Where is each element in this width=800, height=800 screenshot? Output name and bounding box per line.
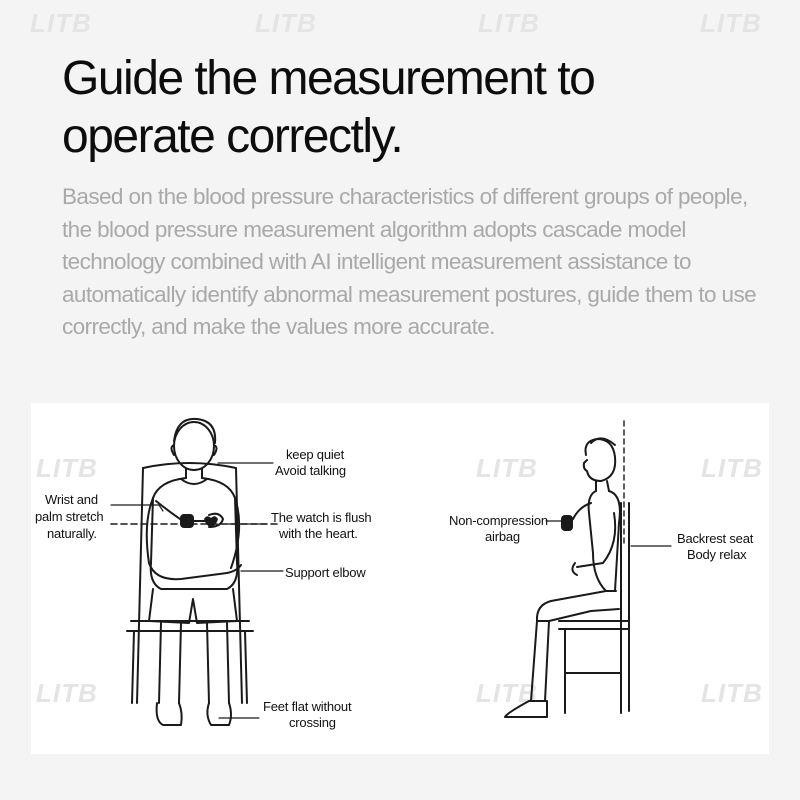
watermark: LITB: [700, 8, 762, 38]
feet-flat-label-2: crossing: [289, 715, 336, 730]
description: Based on the blood pressure characteristics of different groups of people, the blood pressure measurement algorithm adopts cascade model technology combined with AI intelligent measurement assistance to automatically identify abnormal measurement postures, guide them to use correctly, and make the values more accurate.: [62, 184, 757, 339]
support-elbow-label: Support elbow: [285, 565, 366, 580]
palm-stretch-label: palm stretch: [35, 509, 104, 524]
feet-flat-label-1: Feet flat without: [263, 699, 352, 714]
watermark: LITB: [36, 453, 98, 483]
non-compression-label: Non-compression: [449, 513, 548, 528]
airbag-label: airbag: [485, 529, 520, 544]
posture-illustration: [31, 403, 769, 754]
watermark: LITB: [478, 8, 540, 38]
watermark: LITB: [36, 678, 98, 708]
backrest-seat-label: Backrest seat: [677, 531, 754, 546]
title-line-1: Guide the measurement to: [62, 52, 595, 105]
watch-flush-label-1: The watch is flush: [271, 510, 372, 525]
front-seated-person: [127, 419, 253, 725]
illustration-panel: [31, 403, 769, 754]
title-line-2: operate correctly.: [62, 110, 403, 163]
watermark: LITB: [476, 453, 538, 483]
watermark: LITB: [476, 678, 538, 708]
naturally-label: naturally.: [47, 526, 97, 541]
side-seated-person: [505, 421, 629, 717]
wrist-and-label: Wrist and: [45, 492, 98, 507]
page-title: [62, 50, 762, 166]
watermark: LITB: [701, 453, 763, 483]
body-relax-label: Body relax: [687, 547, 747, 562]
avoid-talking-label: Avoid talking: [275, 463, 346, 478]
keep-quiet-label: keep quiet: [286, 447, 344, 462]
watch-flush-label-2: with the heart.: [279, 526, 358, 541]
watermark: LITB: [701, 678, 763, 708]
watermark: LITB: [255, 8, 317, 38]
watermark: LITB: [30, 8, 92, 38]
